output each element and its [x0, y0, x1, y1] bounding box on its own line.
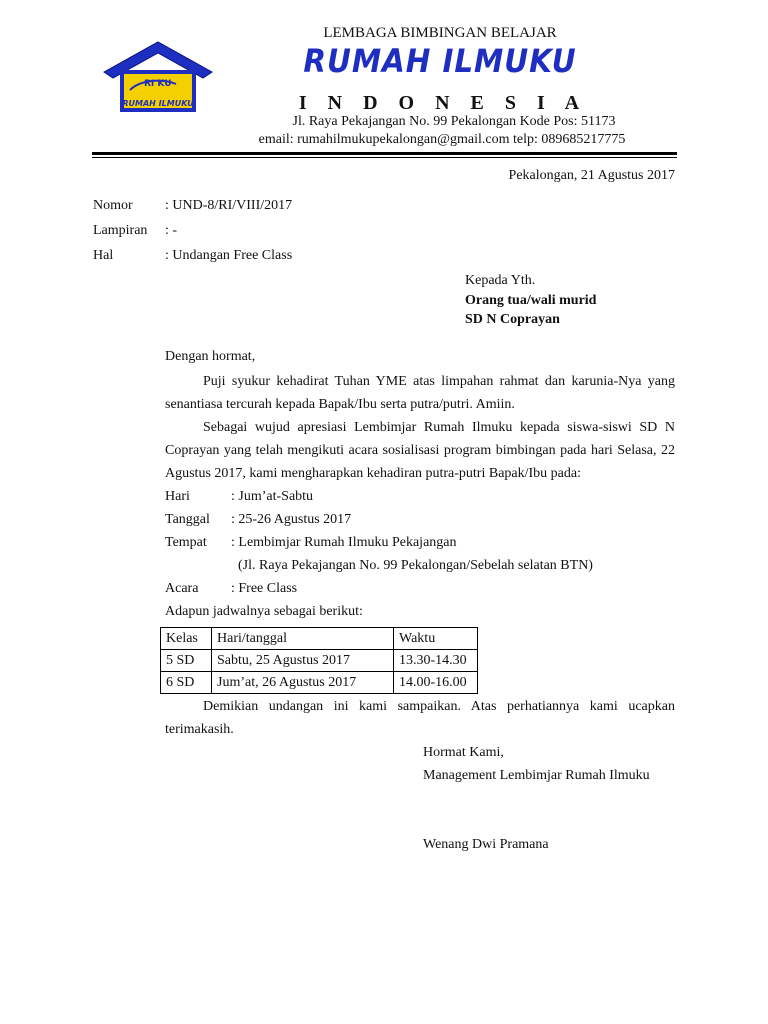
meta-label-nomor: Nomor	[93, 198, 133, 213]
table-cell: 13.30-14.30	[394, 650, 478, 672]
letterhead-divider-thin	[92, 157, 677, 158]
signature-name: Wenang Dwi Pramana	[423, 837, 549, 852]
logo-text-top: RI KU	[144, 79, 172, 89]
table-cell: Sabtu, 25 Agustus 2017	[212, 650, 394, 672]
letterhead-address: Jl. Raya Pekajangan No. 99 Pekalongan Kode Pos: 51173	[292, 114, 616, 129]
event-place-note: (Jl. Raya Pekajangan No. 99 Pekalongan/Sebelah selatan BTN)	[238, 558, 593, 573]
event-value-tanggal: : 25-26 Agustus 2017	[231, 512, 352, 527]
paragraph-1-line-1: Puji syukur kehadirat Tuhan YME atas limpahan rahmat dan karunia-Nya yang	[203, 374, 675, 389]
event-label-tanggal: Tanggal	[165, 512, 210, 527]
letterhead-name: RUMAH ILMUKU	[303, 42, 577, 80]
table-row	[161, 672, 478, 694]
schedule-intro: Adapun jadwalnya sebagai berikut:	[165, 604, 363, 619]
table-header-cell: Waktu	[394, 628, 478, 650]
recipient-line1: Orang tua/wali murid	[465, 293, 597, 308]
event-value-hari: : Jum’at-Sabtu	[231, 489, 314, 504]
meta-label-hal: Hal	[93, 248, 114, 263]
letterhead-country: I N D O N E S I A	[298, 92, 588, 114]
closing-line-2: terimakasih.	[165, 722, 234, 737]
event-value-acara: : Free Class	[231, 581, 298, 596]
table-cell: 14.00-16.00	[394, 672, 478, 694]
table-header-row	[161, 628, 478, 650]
table-cell: 6 SD	[161, 672, 212, 694]
event-label-acara: Acara	[165, 581, 199, 596]
letterhead-org: LEMBAGA BIMBINGAN BELAJAR	[323, 25, 557, 41]
meta-value-lampiran: : -	[165, 223, 178, 238]
table-header-cell: Kelas	[161, 628, 212, 650]
opening-salutation: Dengan hormat,	[165, 349, 256, 364]
paragraph-2-line-1: Sebagai wujud apresiasi Lembimjar Rumah Ilmuku kepada siswa-siswi SD N	[203, 420, 675, 435]
signature-regards: Hormat Kami,	[423, 745, 504, 760]
table-header-cell: Hari/tanggal	[212, 628, 394, 650]
letterhead-contact: email: rumahilmukupekalongan@gmail.com telp: 089685217775	[258, 132, 626, 147]
event-label-tempat: Tempat	[165, 535, 207, 550]
table-cell: 5 SD	[161, 650, 212, 672]
paragraph-1-line-2: senantiasa tercurah kepada Bapak/Ibu serta putra/putri. Amiin.	[165, 397, 515, 412]
recipient-greeting: Kepada Yth.	[465, 273, 536, 288]
paragraph-2-line-2: Coprayan yang telah mengikuti acara sosialisasi program bimbingan pada hari Selasa, 22	[165, 443, 675, 458]
date-place: Pekalongan, 21 Agustus 2017	[508, 168, 675, 183]
table-row	[161, 650, 478, 672]
meta-value-nomor: : UND-8/RI/VIII/2017	[165, 198, 293, 213]
table-cell: Jum’at, 26 Agustus 2017	[212, 672, 394, 694]
schedule-table	[160, 627, 478, 694]
recipient-line2: SD N Coprayan	[465, 312, 560, 327]
paragraph-2-line-3: Agustus 2017, kami mengharapkan kehadiran putra-putri Bapak/Ibu pada:	[165, 466, 581, 481]
letterhead-divider-thick	[92, 152, 677, 155]
event-label-hari: Hari	[165, 489, 190, 504]
event-value-tempat: : Lembimjar Rumah Ilmuku Pekajangan	[231, 535, 457, 550]
meta-value-hal: : Undangan Free Class	[165, 248, 293, 263]
meta-label-lampiran: Lampiran	[93, 223, 148, 238]
signature-org: Management Lembimjar Rumah Ilmuku	[423, 768, 650, 783]
closing-line-1: Demikian undangan ini kami sampaikan. Atas perhatiannya kami ucapkan	[203, 699, 675, 714]
logo-text-bottom: RUMAH ILMUKU	[122, 99, 194, 108]
